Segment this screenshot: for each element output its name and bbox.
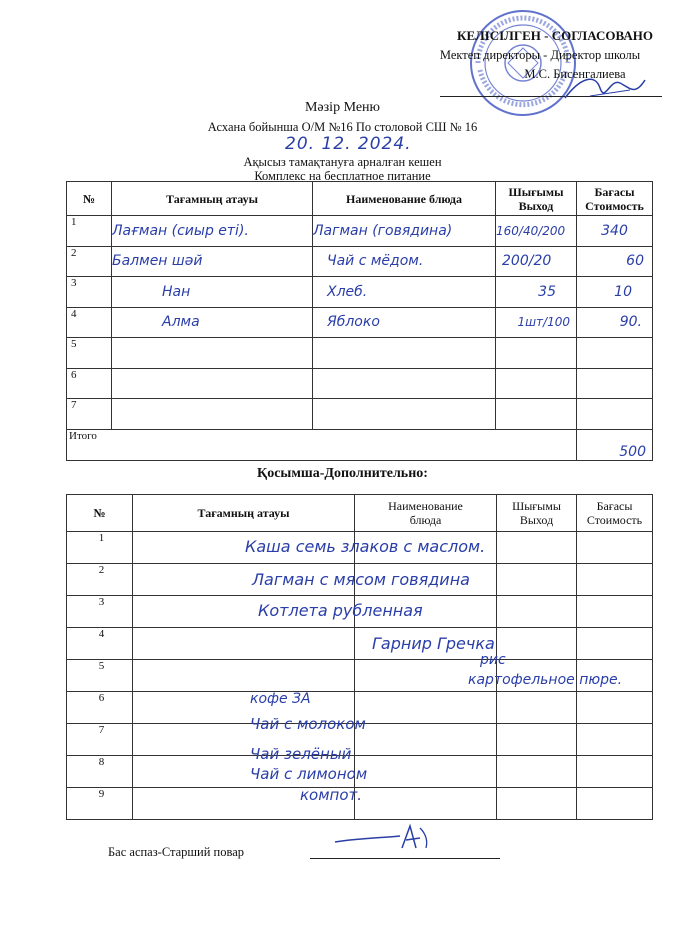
col-price: Бағасы Стоимость bbox=[577, 182, 653, 216]
table-row: 4 bbox=[67, 628, 653, 660]
menu-title: Мәзір Меню bbox=[304, 100, 380, 115]
table-header-row bbox=[67, 182, 653, 216]
col-yield: Шығымы Выход bbox=[496, 182, 577, 216]
extra-title: Қосымша-Дополнительно: bbox=[257, 466, 428, 481]
col-num: № bbox=[67, 495, 133, 532]
table-row: 1 bbox=[67, 532, 653, 564]
handwritten-line: Чай зелёный bbox=[250, 745, 352, 763]
total-row bbox=[67, 429, 653, 460]
main-menu-table bbox=[66, 181, 653, 461]
table-row: 8 bbox=[67, 756, 653, 788]
col-name-kz: Тағамның атауы bbox=[133, 495, 355, 532]
handwritten-line: Чай с молоком bbox=[250, 715, 366, 733]
col-name-ru: Наименование блюда bbox=[355, 495, 497, 532]
approval-position: Мектеп директоры - Директор школы bbox=[439, 48, 641, 62]
total-value: 500 bbox=[577, 429, 653, 460]
col-yield: Шығымы Выход bbox=[497, 495, 577, 532]
free-meal-kz: Ақысыз тамақтануға арналған кешен bbox=[243, 155, 442, 169]
table-row: 7 bbox=[67, 724, 653, 756]
handwritten-line: Чай с лимоном bbox=[250, 765, 368, 783]
handwritten-line: картофельное пюре. bbox=[468, 672, 623, 688]
chef-signature-icon bbox=[330, 818, 440, 858]
chef-signature-line bbox=[310, 858, 500, 859]
table-row: 9 bbox=[67, 788, 653, 820]
col-name-ru: Наименование блюда bbox=[313, 182, 496, 216]
col-name-kz: Тағамның атауы bbox=[112, 182, 313, 216]
approval-title: КЕЛІСІЛГЕН - СОГЛАСОВАНО bbox=[457, 28, 653, 43]
table-row: 1 Лағман (сиыр еті). Лагман (говядина) 160/40/200 340 bbox=[67, 216, 653, 247]
free-meal-ru: Комплекс на бесплатное питание bbox=[254, 169, 431, 183]
table-row: 7 bbox=[67, 399, 653, 430]
canteen-line: Асхана бойынша О/М №16 По столовой СШ № 16 bbox=[207, 120, 478, 134]
table-row: 6 bbox=[67, 692, 653, 724]
handwritten-line: компот. bbox=[300, 786, 363, 804]
table-row: 3 Нан Хлеб. 35 10 bbox=[67, 277, 653, 308]
approval-name: М.С. Бисенгалиева bbox=[524, 67, 626, 81]
handwritten-date: 20. 12. 2024. bbox=[285, 134, 412, 154]
handwritten-line: Лагман с мясом говядина bbox=[252, 570, 470, 589]
handwritten-line: кофе ЗА bbox=[250, 691, 311, 707]
table-row: 6 bbox=[67, 368, 653, 399]
handwritten-line: Котлета рубленная bbox=[258, 601, 423, 620]
chef-label: Бас аспаз-Старший повар bbox=[108, 845, 245, 859]
table-row: 3 bbox=[67, 596, 653, 628]
table-row: 2 Балмен шәй Чай с мёдом. 200/20 60 bbox=[67, 246, 653, 277]
table-row: 4 Алма Яблоко 1шт/100 90. bbox=[67, 307, 653, 338]
col-num: № bbox=[67, 182, 112, 216]
handwritten-line: Каша семь злаков с маслом. bbox=[245, 537, 486, 556]
table-row: 2 bbox=[67, 564, 653, 596]
table-header-row bbox=[67, 495, 653, 532]
table-row: 5 bbox=[67, 660, 653, 692]
handwritten-line: рис bbox=[480, 652, 506, 668]
total-label: Итого bbox=[67, 429, 577, 460]
handwritten-line: Гарнир Гречка bbox=[372, 634, 495, 653]
table-row: 5 bbox=[67, 338, 653, 369]
col-price: Бағасы Стоимость bbox=[577, 495, 653, 532]
